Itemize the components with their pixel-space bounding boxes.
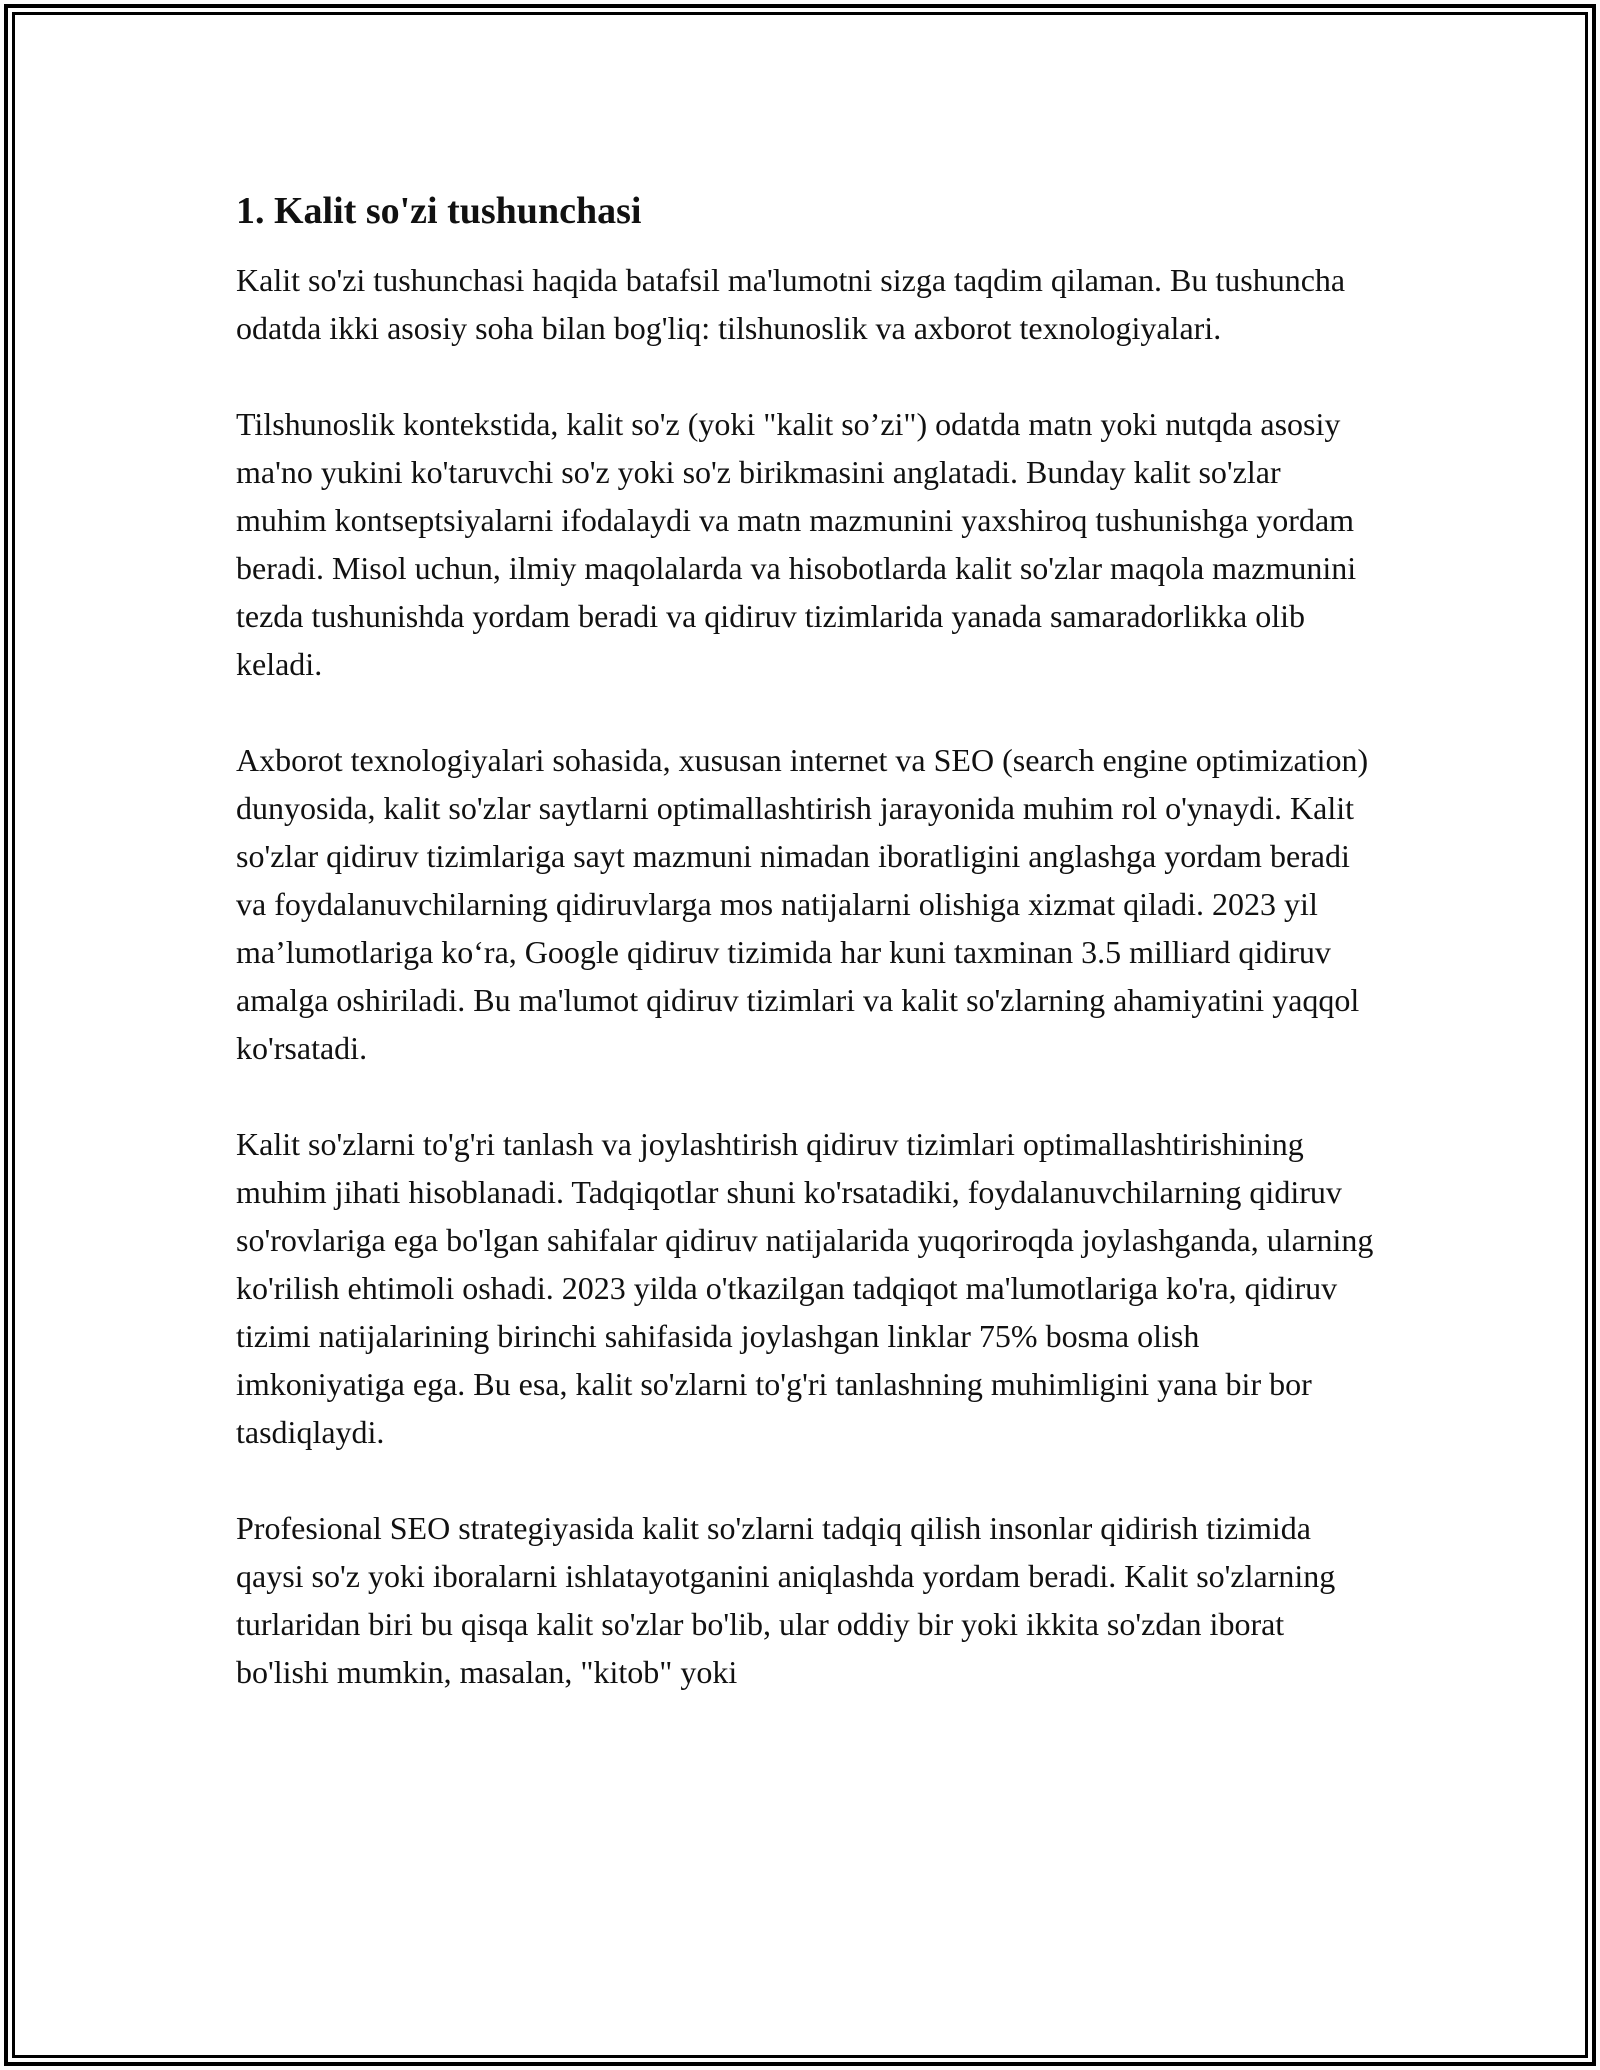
paragraph-keyword-selection: Kalit so'zlarni to'g'ri tanlash va joylashtirish qidiruv tizimlari optimallashtirishining muhim jihati hisoblanadi. Tadqiqotlar shuni ko'rsatadiki, foydalanuvchilarning qidiruv so'rovlariga ega bo'lgan sahifalar qidiruv natijalarida yuqoriroqda joylashganda, ularning ko'rilish ehtimoli oshadi. 2023 yilda o'tkazilgan tadqiqot ma'lumotlariga ko'ra, qidiruv tizimi natijalarining birinchi sahifasida joylashgan linklar 75% bosma olish imkoniyatiga ega. Bu esa, kalit so'zlarni to'g'ri tanlashning muhimligini yana bir bor tasdiqlaydi.	[236, 1126, 1374, 1450]
paragraph-intro: Kalit so'zi tushunchasi haqida batafsil ma'lumotni sizga taqdim qilaman. Bu tushuncha odatda ikki asosiy soha bilan bog'liq: tilshunoslik va axborot texnologiyalari.	[236, 262, 1346, 346]
document-body	[236, 186, 1376, 1744]
paragraph-it-seo: Axborot texnologiyalari sohasida, xususan internet va SEO (search engine optimization) dunyosida, kalit so'zlar saytlarni optimallashtirish jarayonida muhim rol o'ynaydi. Kalit so'zlar qidiruv tizimlariga sayt mazmuni nimadan iboratligini anglashga yordam beradi va foydalanuvchilarning qidiruvlarga mos natijalarni olishiga xizmat qiladi. 2023 yil ma’lumotlariga ko‘ra, Google qidiruv tizimida har kuni taxminan 3.5 milliard qidiruv amalga oshiriladi. Bu ma'lumot qidiruv tizimlari va kalit so'zlarning ahamiyatini yaqqol ko'rsatadi.	[236, 742, 1369, 1066]
section-heading: 1. Kalit so'zi tushunchasi	[236, 190, 642, 232]
paragraph-linguistics: Tilshunoslik kontekstida, kalit so'z (yoki "kalit so’zi") odatda matn yoki nutqda asosiy ma'no yukini ko'taruvchi so'z yoki so'z birikmasini anglatadi. Bunday kalit so'zlar muhim kontseptsiyalarni ifodalaydi va matn mazmunini yaxshiroq tushunishga yordam beradi. Misol uchun, ilmiy maqolalarda va hisobotlarda kalit so'zlar maqola mazmunini tezda tushunishda yordam beradi va qidiruv tizimlarida yanada samaradorlikka olib keladi.	[236, 406, 1357, 682]
paragraph-seo-strategy: Profesional SEO strategiyasida kalit so'zlarni tadqiq qilish insonlar qidirish tizimida qaysi so'z yoki iboralarni ishlatayotganini aniqlashda yordam beradi. Kalit so'zlarning turlaridan biri bu qisqa kalit so'zlar bo'lib, ular oddiy bir yoki ikkita so'zdan iborat bo'lishi mumkin, masalan, "kitob" yoki	[236, 1510, 1336, 1690]
